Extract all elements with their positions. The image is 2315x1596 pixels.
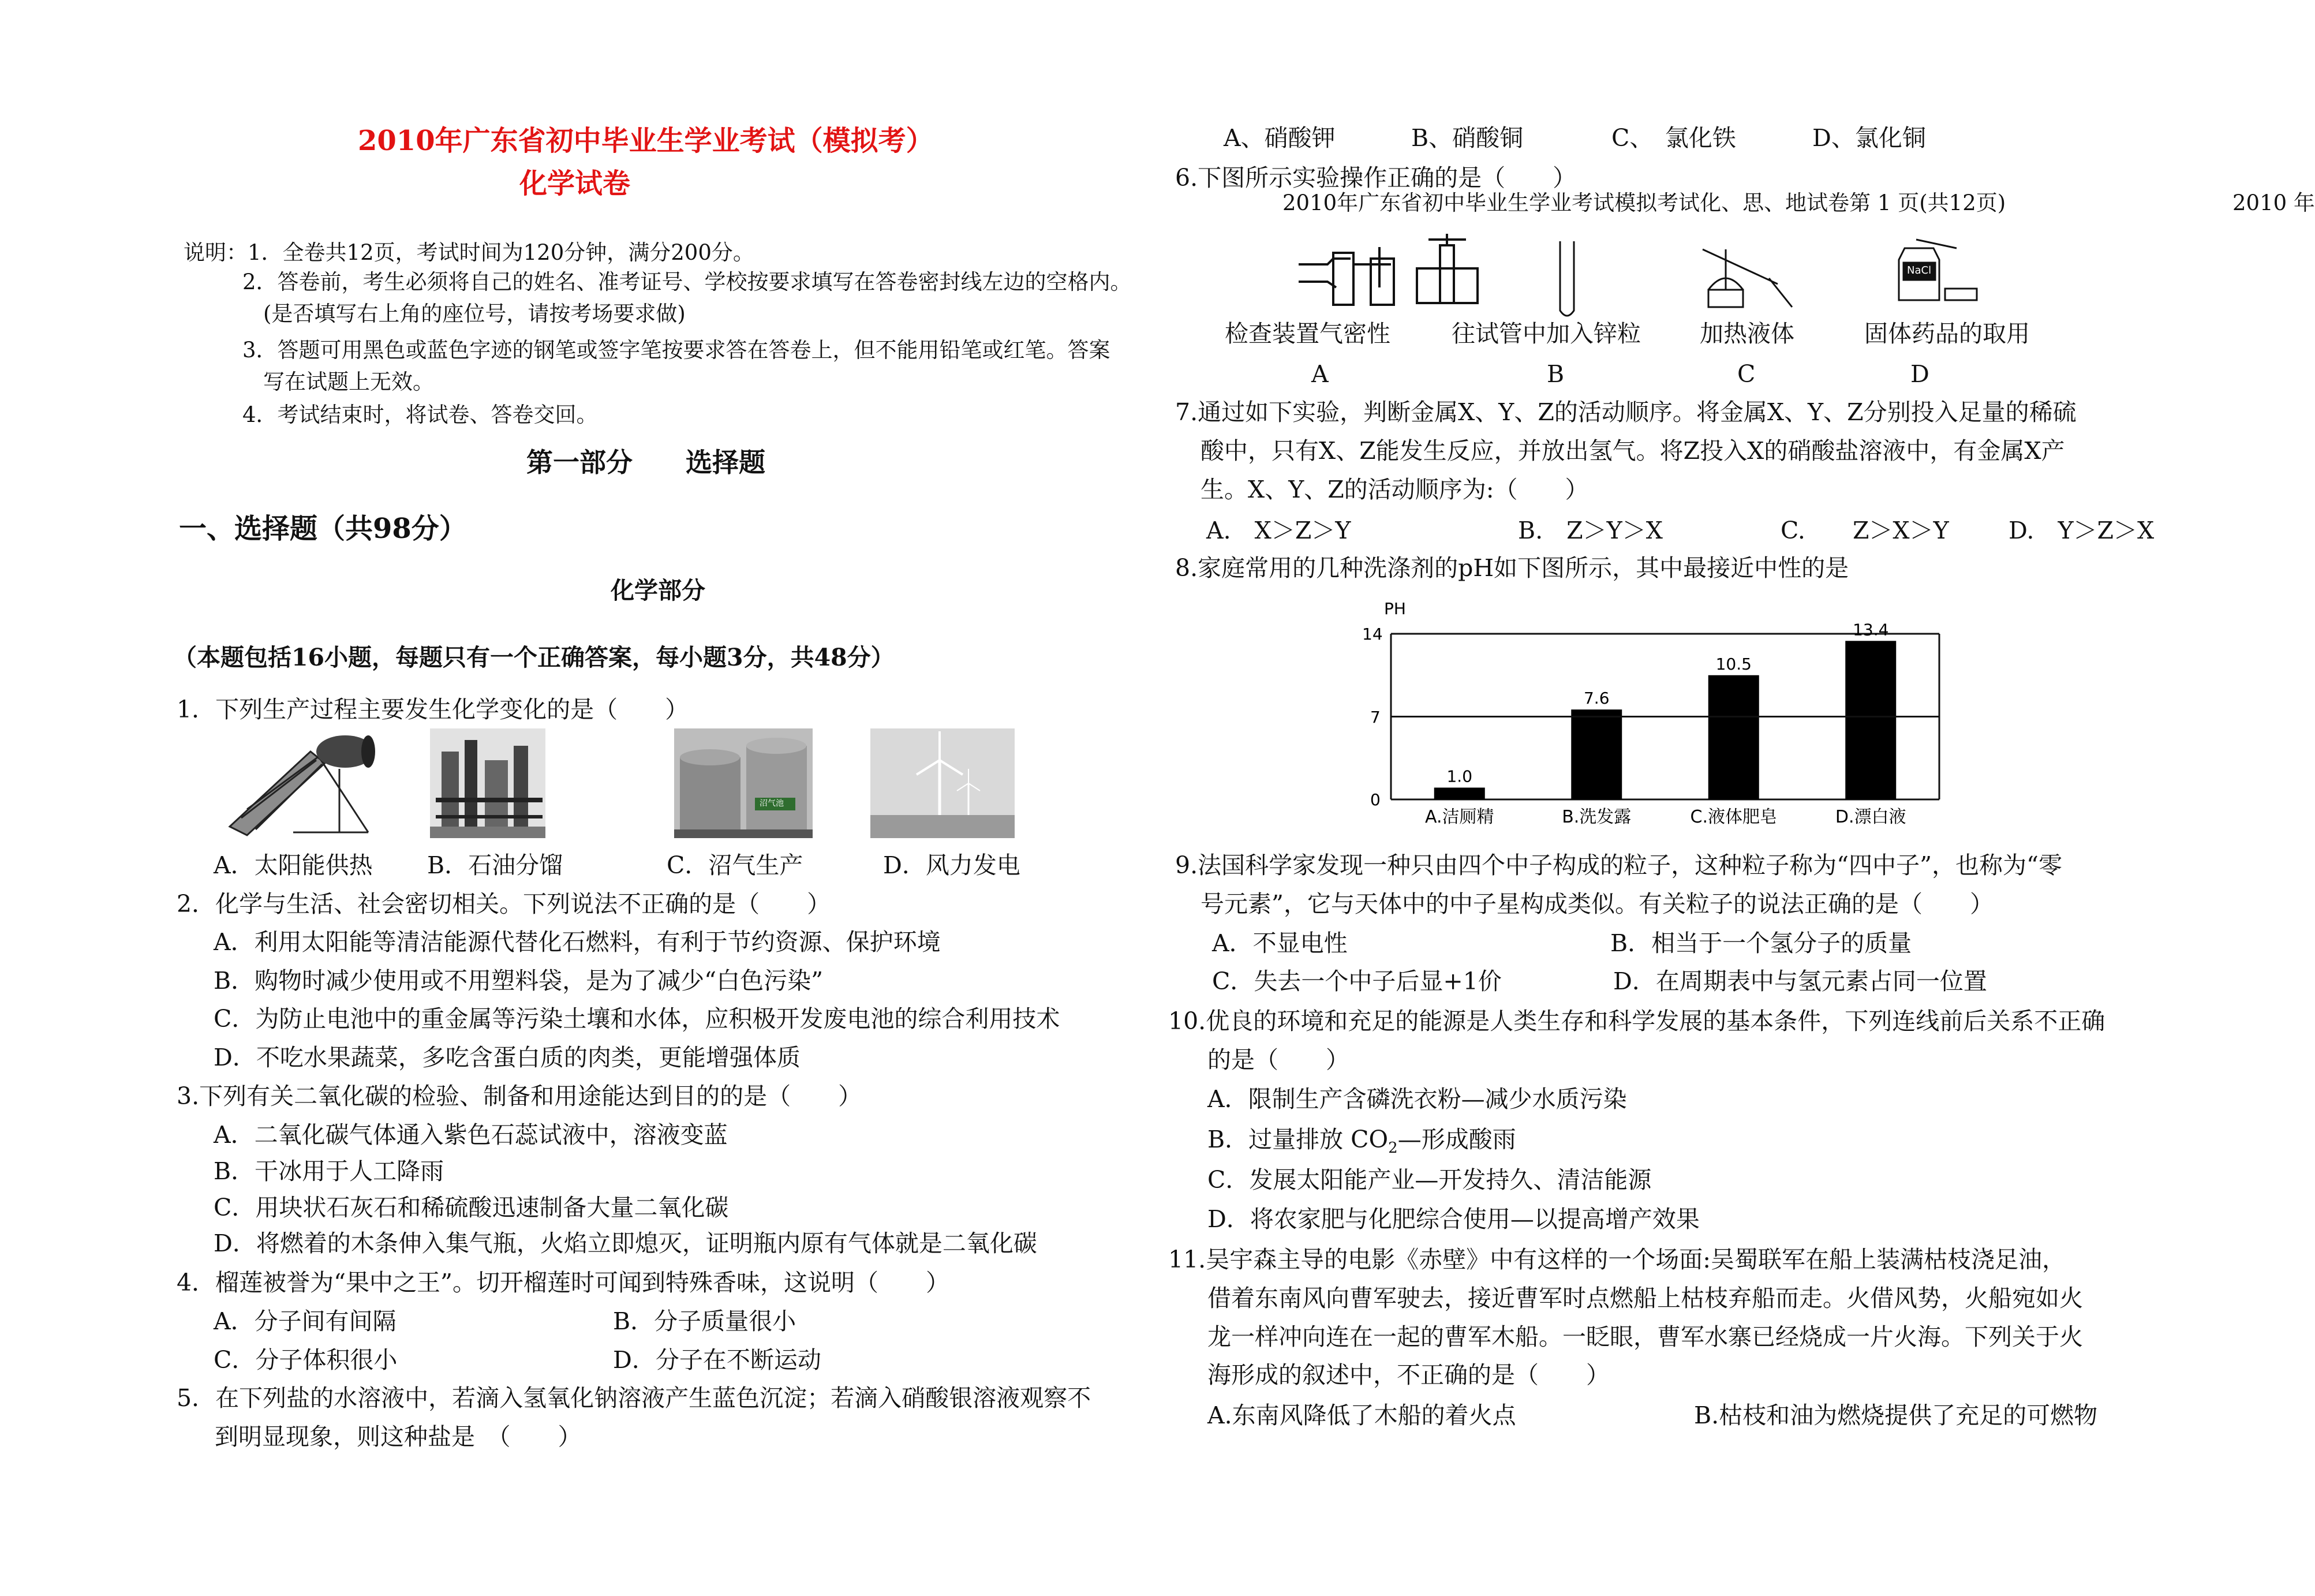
bar-2	[1708, 675, 1759, 799]
y-tick-14: 14	[1362, 625, 1383, 644]
test-tube-image	[1555, 241, 1579, 322]
q2-option-c: C．为防止电池中的重金属等污染土壤和水体，应积极开发废电池的综合利用技术	[214, 1005, 1060, 1033]
q7-option-b: B. Z＞Y＞X	[1518, 517, 1663, 544]
subsection-note: （本题包括16小题，每题只有一个正确答案，每小题3分，共48分）	[173, 644, 895, 671]
q1-option-a: A．太阳能供热	[214, 851, 373, 879]
question-6-stem	[1175, 164, 1577, 192]
q4-option-d: D．分子在不断运动	[613, 1346, 821, 1374]
category-label-2: C.液体肥皂	[1690, 807, 1777, 827]
airtightness-check-image	[1293, 241, 1397, 308]
ph-bar-chart	[1356, 600, 1957, 837]
q2-option-a: A．利用太阳能等清洁能源代替化石燃料，有利于节约资源、保护环境	[214, 928, 941, 956]
q1-option-d: D．风力发电	[883, 851, 1020, 879]
instruction-line: 3．答题可用黑色或蓝色字迹的钢笔或签字笔按要求答在答卷上，但不能用铅笔或红笔。答案	[242, 338, 1110, 362]
q11-option-a: A.东南风降低了木船的着火点	[1207, 1401, 1516, 1429]
q5-option-b: B、硝酸铜	[1411, 124, 1524, 152]
exam-title: 2010年广东省初中毕业生学业考试（模拟考）	[358, 125, 934, 157]
q10-option-b-rest: —形成酸雨	[1397, 1126, 1516, 1153]
q10-option-d: D．将农家肥与化肥综合使用—以提高增产效果	[1207, 1205, 1700, 1233]
solid-reagent-image	[1893, 237, 1980, 306]
question-10-stem-cont: 的是（ ）	[1207, 1046, 1349, 1074]
q6-letter-c: C	[1737, 360, 1756, 388]
question-11-stem-cont2: 龙一样冲向连在一起的曹军木船。一眨眼，曹军水寨已经烧成一片火海。下列关于火	[1207, 1323, 2083, 1351]
zinc-tube-image	[1408, 234, 1489, 306]
exam-subtitle: 化学试卷	[519, 167, 631, 200]
category-label-3: D.漂白液	[1835, 807, 1906, 827]
question-10-stem: 10.优良的环境和充足的能源是人类生存和科学发展的基本条件，下列连线前后关系不正确	[1168, 1007, 2105, 1035]
bar-value-label-3: 13.4	[1853, 620, 1889, 640]
question-1-stem: 1．下列生产过程主要发生化学变化的是（ ）	[177, 696, 689, 723]
question-4-stem: 4．榴莲被誉为“果中之王”。切开榴莲时可闻到特殊香味，这说明（ ）	[177, 1269, 950, 1296]
overlay-page-footer-right: 2010 年	[2232, 190, 2315, 215]
question-11-stem: 11.吴宇森主导的电影《赤壁》中有这样的一个场面:吴蜀联军在船上装满枯枝浇足油，	[1168, 1246, 2066, 1273]
bar-value-label-2: 10.5	[1715, 654, 1752, 674]
q6-caption-a: 检查装置气密性	[1225, 320, 1390, 347]
q10-option-a: A．限制生产含磷洗衣粉—减少水质污染	[1207, 1085, 1627, 1113]
section-title: 一、选择题（共98分）	[179, 513, 467, 545]
instruction-line: 写在试题上无效。	[263, 369, 434, 394]
part-title: 第一部分 选择题	[526, 447, 765, 478]
q3-option-c: C．用块状石灰石和稀硫酸迅速制备大量二氧化碳	[214, 1194, 729, 1221]
q9-option-d: D．在周期表中与氢元素占同一位置	[1613, 967, 1987, 995]
tank-sign-text: 沼气池	[760, 799, 784, 808]
q3-option-b: B．干冰用于人工降雨	[214, 1157, 444, 1185]
q4-option-a: A．分子间有间隔	[214, 1307, 397, 1335]
q10-option-b-text: B．过量排放 CO	[1207, 1126, 1389, 1153]
q9-option-c: C．失去一个中子后显+1价	[1212, 967, 1502, 995]
q9-option-b: B．相当于一个氢分子的质量	[1610, 929, 1912, 957]
question-6-stem-text: 6.下图所示实验操作正确的是（ ）	[1175, 164, 1577, 192]
q5-option-d: D、氯化铜	[1812, 124, 1926, 152]
bar-1	[1571, 709, 1622, 799]
overlay-page-footer: 2010年广东省初中毕业生学业考试模拟考试化、思、地试卷第 1 页(共12页)	[1282, 190, 2006, 215]
q7-option-a: A. X＞Z＞Y	[1206, 517, 1351, 544]
q10-option-b	[1207, 1126, 1516, 1157]
category-label-1: B.洗发露	[1562, 807, 1632, 827]
instruction-line: 4．考试结束时，将试卷、答卷交回。	[242, 402, 598, 427]
heating-liquid-image	[1691, 238, 1801, 310]
q2-option-b: B．购物时减少使用或不用塑料袋，是为了减少“白色污染”	[214, 967, 824, 995]
q7-option-c: C. Z＞X＞Y	[1781, 517, 1949, 544]
q4-option-b: B．分子质量很小	[613, 1307, 796, 1335]
q6-caption-c: 加热液体	[1700, 320, 1794, 347]
q4-option-c: C．分子体积很小	[214, 1346, 398, 1374]
question-3-stem: 3.下列有关二氧化碳的检验、制备和用途能达到目的的是（ ）	[177, 1082, 862, 1110]
q11-option-b: B.枯枝和油为燃烧提供了充足的可燃物	[1694, 1401, 2098, 1429]
subsection-title: 化学部分	[611, 577, 705, 604]
question-5-stem: 5．在下列盐的水溶液中，若滴入氢氧化钠溶液产生蓝色沉淀；若滴入硝酸银溶液观察不	[177, 1384, 1091, 1412]
question-11-stem-cont: 借着东南风向曹军驶去，接近曹军时点燃船上枯枝弃船而走。火借风势，火船宛如火	[1207, 1284, 2083, 1312]
q5-option-c: C、 氯化铁	[1611, 124, 1736, 152]
q2-option-d: D．不吃水果蔬菜，多吃含蛋白质的肉类，更能增强体质	[214, 1044, 801, 1071]
bar-0	[1434, 788, 1485, 800]
biogas-tank-image	[674, 728, 813, 838]
question-5-stem-cont: 到明显现象，则这种盐是 （ ）	[215, 1423, 582, 1451]
q10-option-b-subscript: 2	[1388, 1139, 1398, 1157]
bottle-label: NaCl	[1907, 264, 1932, 276]
q6-letter-b: B	[1547, 360, 1565, 388]
q3-option-d: D．将燃着的木条伸入集气瓶，火焰立即熄灭，证明瓶内原有气体就是二氧化碳	[214, 1229, 1037, 1257]
question-7-stem-cont2: 生。X、Y、Z的活动顺序为:（ ）	[1200, 476, 1589, 503]
q9-option-a: A．不显电性	[1212, 929, 1348, 957]
y-tick-7: 7	[1370, 708, 1381, 727]
instruction-line: 说明：1．全卷共12页，考试时间为120分钟，满分200分。	[184, 240, 754, 265]
question-8-stem: 8.家庭常用的几种洗涤剂的pH如下图所示，其中最接近中性的是	[1175, 554, 1849, 582]
q10-option-c: C．发展太阳能产业—开发持久、清洁能源	[1207, 1166, 1652, 1194]
q6-letter-d: D	[1910, 360, 1929, 388]
q6-caption-b: 往试管中加入锌粒	[1452, 320, 1641, 347]
question-9-stem: 9.法国科学家发现一种只由四个中子构成的粒子，这种粒子称为“四中子”，也称为“零	[1175, 851, 2062, 879]
q5-option-a: A、硝酸钾	[1224, 124, 1336, 152]
question-2-stem: 2．化学与生活、社会密切相关。下列说法不正确的是（ ）	[177, 890, 831, 918]
question-9-stem-cont: 号元素”，它与天体中的中子星构成类似。有关粒子的说法正确的是（ ）	[1200, 890, 1994, 918]
question-7-stem: 7.通过如下实验，判断金属X、Y、Z的活动顺序。将金属X、Y、Z分别投入足量的稀硫	[1175, 398, 2077, 426]
instruction-line: (是否填写右上角的座位号，请按考场要求做)	[263, 301, 686, 326]
q1-option-b: B．石油分馏	[427, 851, 563, 879]
ph-axis-label: PH	[1384, 599, 1406, 618]
bar-3	[1845, 641, 1896, 799]
category-label-0: A.洁厕精	[1424, 807, 1494, 827]
q6-letter-a: A	[1311, 360, 1329, 388]
wind-turbine-image	[870, 728, 1015, 838]
question-7-stem-cont: 酸中，只有X、Z能发生反应，并放出氢气。将Z投入X的硝酸盐溶液中，有金属X产	[1200, 437, 2065, 465]
q7-option-d: D. Y＞Z＞X	[2009, 517, 2155, 544]
instruction-line: 2．答卷前，考生必须将自己的姓名、准考证号、学校按要求填写在答卷密封线左边的空格内。	[242, 270, 1132, 294]
bar-value-label-1: 7.6	[1583, 689, 1610, 708]
y-tick-0: 0	[1370, 790, 1381, 809]
ph-chart-svg	[1356, 600, 1957, 837]
question-11-stem-cont3: 海形成的叙述中，不正确的是（ ）	[1207, 1361, 1610, 1389]
q1-option-c: C．沼气生产	[667, 851, 803, 879]
bar-value-label-0: 1.0	[1446, 767, 1473, 786]
q6-caption-d: 固体药品的取用	[1864, 320, 2030, 347]
q3-option-a: A．二氧化碳气体通入紫色石蕊试液中，溶液变蓝	[214, 1121, 728, 1149]
refinery-image	[430, 728, 545, 838]
solar-heater-image	[224, 728, 380, 838]
